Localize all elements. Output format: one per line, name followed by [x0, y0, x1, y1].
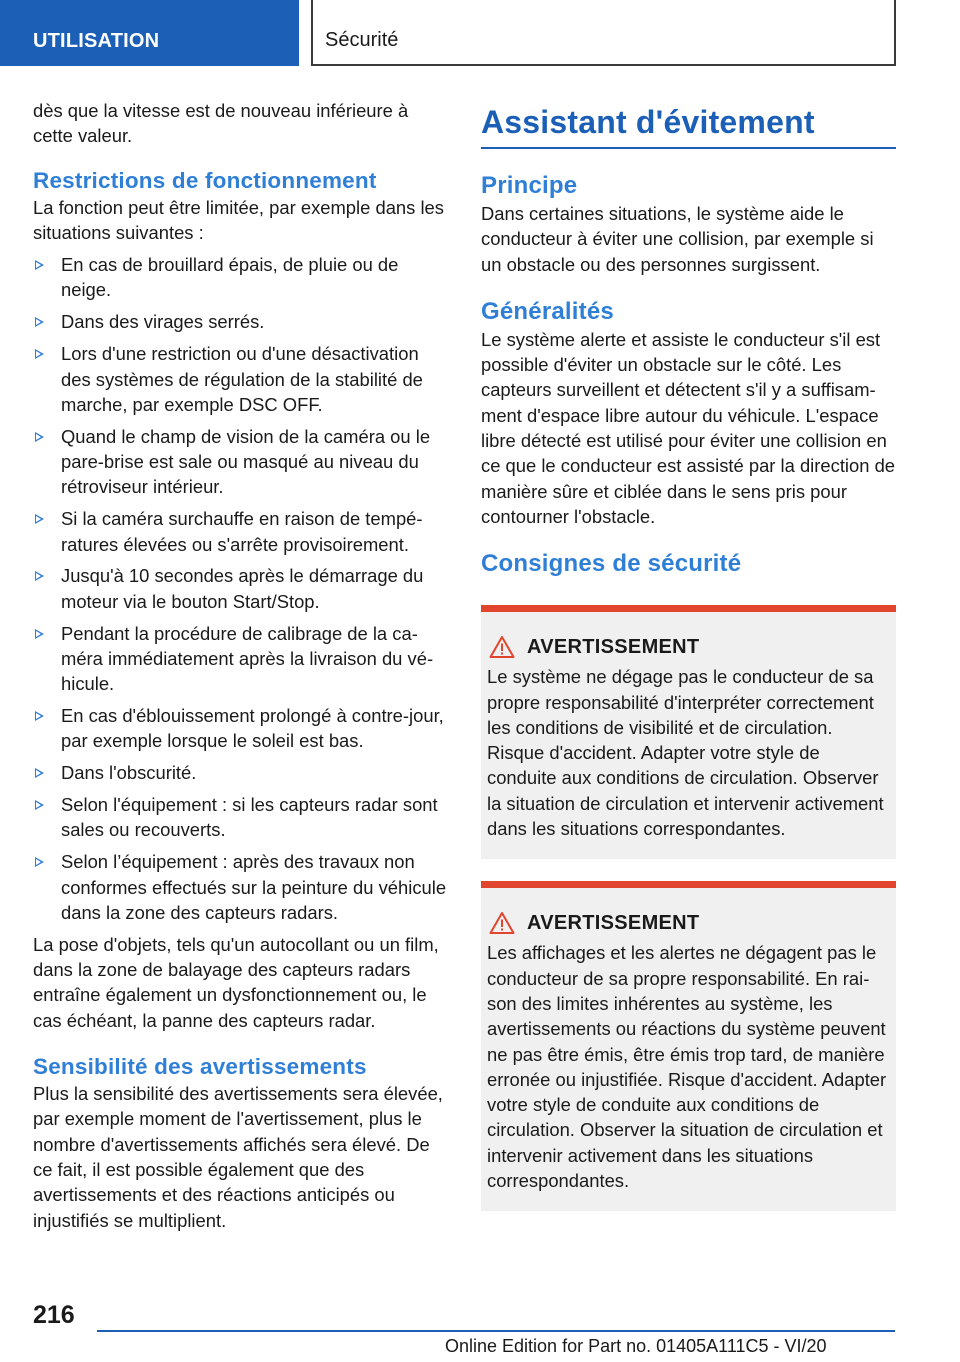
section-tab: UTILISATION: [0, 0, 299, 66]
warning-box: [481, 605, 896, 859]
bullet-triangle-icon: [35, 857, 44, 867]
warning-header: [487, 908, 890, 938]
list-item: Dans l'obscurité.: [33, 760, 448, 785]
page-number: 216: [33, 1301, 75, 1329]
list-item: En cas de brouillard épais, de pluie ou de neige.: [33, 252, 448, 303]
principle-heading: Principe: [481, 172, 578, 199]
left-column: [33, 98, 448, 1233]
general-text: Le système alerte et assiste le conducteur s'il est possible d'éviter un obstacle sur le côté. Les capteurs surveillent et détectent s'il y a suffisamment d'espace libre autour du véhicule. L'espace libre détecté est utilisé pour éviter une collision en ce que le conducteur est assisté par la direction de manière sûre et ciblée dans le sens pris pour contourner l'obstacle.: [481, 328, 896, 527]
warning-label: AVERTISSEMENT: [527, 635, 700, 658]
general-heading: Généralités: [481, 297, 614, 325]
bullet-triangle-icon: [35, 800, 44, 810]
list-item: Jusqu'à 10 secondes après le démarrage du moteur via le bouton Start/Stop.: [33, 563, 448, 614]
bullet-triangle-icon: [35, 317, 44, 327]
sensitivity-heading: Sensibilité des avertissements: [33, 1054, 367, 1080]
bullet-triangle-icon: [35, 629, 44, 639]
footer-edition: Online Edition for Part no. 01405A111C5 - VI/20: [445, 1336, 827, 1356]
bullet-triangle-icon: [35, 514, 44, 524]
safety-heading: Consignes de sécurité: [481, 550, 742, 578]
list-item: Selon l’équipement : après des travaux non conformes effectués sur la peinture du véhicule dans la zone des capteurs radars.: [33, 849, 448, 925]
warning-text: Les affichages et les alertes ne dégagent pas le conducteur de sa propre responsabilité. En raison des limites inhérentes au système, les avertissements ou réactions du système peuvent ne pas être émis, être émis trop tard, de manière erronée ou injustifiée. Risque d'accident. Adapter votre style de conduite aux conditions de circulation. Observer la situation de circulation et intervenir activement dans les situations correspondantes.: [487, 942, 887, 1192]
restrictions-intro: La fonction peut être limitée, par exemple dans les situations suivantes :: [33, 196, 444, 243]
bullet-triangle-icon: [35, 432, 44, 442]
list-item: Si la caméra surchauffe en raison de températures élevées ou s'arrête provisoirement.: [33, 506, 448, 557]
sensitivity-text: Plus la sensibilité des avertissements sera élevée, par exemple moment de l'avertissement, plus le nombre d'avertissements affichés sera élevé. De ce fait, il est possible également que des avertissements et des réactions anticipés ou injustifiés se multiplient.: [33, 1083, 443, 1231]
warning-header: [487, 632, 890, 662]
warning-triangle-icon: [489, 635, 515, 659]
list-item: Lors d'une restriction ou d'une désactivation des systèmes de régulation de la stabilité de marche, par exemple DSC OFF.: [33, 341, 448, 417]
list-item: Quand le champ de vision de la caméra ou le pare-brise est sale ou masqué au niveau du rétroviseur intérieur.: [33, 424, 448, 500]
warning-triangle-icon: [489, 911, 515, 935]
bullet-triangle-icon: [35, 768, 44, 778]
bullet-triangle-icon: [35, 260, 44, 270]
section-main-title: Assistant d'évitement: [481, 96, 896, 149]
restrictions-list: [33, 252, 448, 925]
warning-label: AVERTISSEMENT: [527, 911, 700, 934]
list-item: Selon l'équipement : si les capteurs radar sont sales ou recouverts.: [33, 792, 448, 843]
bullet-triangle-icon: [35, 349, 44, 359]
principle-text: Dans certaines situations, le système aide le conducteur à éviter une collision, par exemple si un obstacle ou des personnes surgissent.: [481, 203, 874, 275]
chapter-title: Sécurité: [311, 0, 896, 66]
restrictions-note: La pose d'objets, tels qu'un autocollant ou un film, dans la zone de balayage des capteurs radars entraîne également un dysfonctionnement ou, le cas échéant, la panne des capteurs radar.: [33, 933, 439, 1031]
footer-divider: [97, 1330, 895, 1332]
intro-text: dès que la vitesse est de nouveau inférieure à cette valeur.: [33, 100, 409, 147]
bullet-triangle-icon: [35, 571, 44, 581]
list-item: Pendant la procédure de calibrage de la caméra immédiatement après la livraison du véhicule.: [33, 621, 448, 697]
list-item: En cas d'éblouissement prolongé à contre-jour, par exemple lorsque le soleil est bas.: [33, 703, 448, 754]
warning-box: [481, 881, 896, 1211]
bullet-triangle-icon: [35, 711, 44, 721]
list-item: Dans des virages serrés.: [33, 309, 448, 334]
warning-text: Le système ne dégage pas le conducteur de sa propre responsabilité d'interpréter correctement les conditions de visibilité et de circulation. Risque d'accident. Adapter votre style de conduite aux conditions de circulation. Observer la situation de circulation et intervenir activement dans les situations correspondantes.: [487, 666, 884, 840]
right-column: [481, 96, 896, 1211]
restrictions-heading: Restrictions de fonctionnement: [33, 167, 377, 193]
